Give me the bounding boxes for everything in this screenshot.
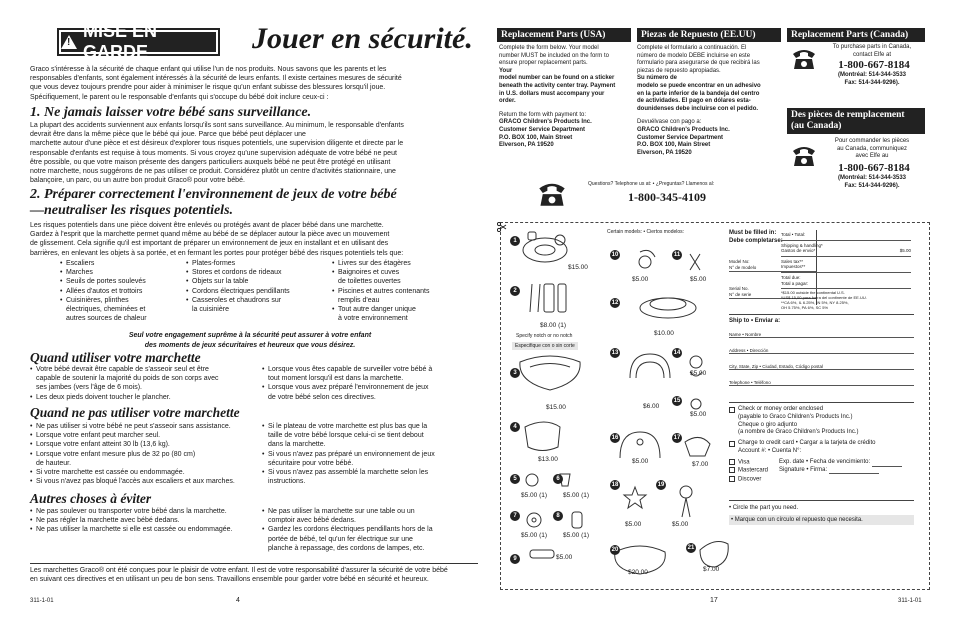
part-price-15: $5.00 bbox=[690, 411, 707, 418]
list-item: • Lorsque votre enfant atteint 30 lb (13,6 kg). bbox=[30, 440, 265, 449]
part-price-20: $20.00 bbox=[628, 569, 648, 576]
list-item: • Les deux pieds doivent toucher le plancher. bbox=[30, 393, 255, 402]
check-option[interactable]: Check or money order enclosed (payable to Graco Children's Products Inc.) Cheque o giro adjunto (a nombre de Graco Children's Products Inc.) bbox=[729, 406, 914, 437]
notch-note-es: Especifique con o sin corte bbox=[512, 342, 578, 350]
circle-instructions: • Circle the part you need. • Marque con un círculo el repuesto que necesita. bbox=[729, 500, 914, 525]
part-number-10[interactable]: 10 bbox=[611, 252, 619, 258]
usa-header: Replacement Parts (USA) bbox=[497, 28, 631, 42]
risk-item: • Cordons électriques pendillants bbox=[186, 287, 331, 296]
part-price-1: $15.00 bbox=[568, 264, 588, 271]
part-price-3: $15.00 bbox=[546, 404, 566, 411]
card-option[interactable]: Discover bbox=[729, 476, 779, 484]
risk-item: • Cuisinières, plinthes électriques, cheminées et autres sources de chaleur bbox=[60, 296, 185, 324]
footer-divider bbox=[30, 563, 478, 564]
part-number-15[interactable]: 15 bbox=[673, 398, 681, 404]
telephone-field[interactable]: Telephone • Teléfono bbox=[729, 380, 914, 386]
shipping-field: Shipping & handling* Gastos de envio* $5.00 bbox=[781, 241, 911, 257]
usa-instructions: Complete the form below. Your model number MUST be included on the form to ensure proper replacement parts. Your model number can be found on a sticker beneath the activity center tray. Payment in U.S. dollars must accompany your order. Return the form with payment to: GRACO Children's Products Inc. Customer Service Department P.O. BOX 100, Main Street Elverson, PA 19520 bbox=[499, 45, 616, 149]
warning-triangle-icon: ! bbox=[61, 35, 77, 49]
canada-local: (Montréal: 514-344-3533 Fax: 514-344-9296). bbox=[837, 72, 907, 86]
exp-date-field[interactable] bbox=[872, 459, 902, 467]
certain-models-label: Certain models: • Ciertos modelos: bbox=[607, 229, 685, 235]
page-title: Jouer en sécurité. bbox=[252, 22, 473, 55]
total-field[interactable]: Total • Total: bbox=[781, 232, 911, 241]
list-item: • Si vous n'avez pas préparé un environnement de jeux sécuritaire pour votre bébé. bbox=[262, 450, 477, 468]
risk-item: • Objets sur la table bbox=[186, 277, 331, 286]
when-use-list-left bbox=[30, 365, 255, 402]
questions-text: Questions? Telephone us at: • ¿Preguntas? Llamenos al: bbox=[588, 181, 715, 187]
part-number-16[interactable]: 16 bbox=[611, 435, 619, 441]
part-price-21: $7.00 bbox=[703, 566, 720, 573]
part-number-11[interactable]: 11 bbox=[673, 252, 681, 258]
list-item: • Si votre marchette est cassée ou endommagée. bbox=[30, 468, 265, 477]
card-option[interactable]: Visa bbox=[729, 459, 779, 467]
doc-code-right: 311-1-01 bbox=[898, 598, 922, 604]
list-item: • Si vous n'avez pas assemblé la marchette selon les instructions. bbox=[262, 468, 477, 486]
part-number-20[interactable]: 20 bbox=[611, 547, 619, 553]
card-checkbox[interactable] bbox=[729, 459, 735, 465]
part-number-19[interactable]: 19 bbox=[657, 482, 665, 488]
card-checkbox[interactable] bbox=[729, 476, 735, 482]
part-price-19: $5.00 bbox=[672, 521, 689, 528]
when-use-list-right bbox=[262, 365, 477, 402]
when-not-list-left bbox=[30, 422, 265, 486]
part-price-8: $5.00 (1) bbox=[563, 532, 590, 539]
risk-item: • Escaliers bbox=[60, 259, 185, 268]
when-use-title: Quand utiliser votre marchette bbox=[30, 350, 201, 365]
doc-code-left: 311-1-01 bbox=[30, 598, 54, 604]
risk-item: • Baignoires et cuves de toilettes ouvertes bbox=[332, 268, 472, 286]
risk-item: • Casseroles et chaudrons sur la cuisinière bbox=[186, 296, 331, 314]
telephone-icon bbox=[790, 142, 818, 168]
part-number-2[interactable]: 2 bbox=[510, 286, 520, 296]
list-item: • Si le plateau de votre marchette est plus bas que la taille de votre bébé lorsque celui-ci se tient debout dans la marchette. bbox=[262, 422, 477, 450]
ship-to-box: Ship to • Enviar a: Name • Nombre Address • Dirección City, State, Zip • Ciudad, Estado, Código postal Telephone • Teléfono bbox=[729, 314, 914, 386]
part-number-3[interactable]: 3 bbox=[510, 368, 520, 378]
part-price-5: $5.00 (1) bbox=[521, 492, 548, 499]
when-not-title: Quand ne pas utiliser votre marchette bbox=[30, 405, 240, 420]
warning-badge bbox=[57, 21, 220, 62]
page-number-left: 4 bbox=[236, 597, 240, 604]
risk-item: • Livres sur des étagères bbox=[332, 259, 472, 268]
model-serial-box: Must be filled in: Debe completarse: Model No: N° de modelo Serial No. N° de serie bbox=[729, 230, 817, 305]
list-item: • Ne pas utiliser si votre bébé ne peut s'asseoir sans assistance. bbox=[30, 422, 265, 431]
risk-item: • Marches bbox=[60, 268, 185, 277]
part-number-21[interactable]: 21 bbox=[687, 545, 695, 551]
part-price-18: $5.00 bbox=[625, 521, 642, 528]
part-number-6[interactable]: 6 bbox=[553, 474, 563, 484]
canada-header: Replacement Parts (Canada) bbox=[787, 28, 925, 42]
risk-item: • Stores et cordons de rideaux bbox=[186, 268, 331, 277]
list-item: • Lorsque votre enfant mesure plus de 32 po (80 cm) de hauteur. bbox=[30, 450, 265, 468]
risk-list-col1 bbox=[60, 259, 185, 323]
part-number-4[interactable]: 4 bbox=[510, 422, 520, 432]
risk-item: • Tout autre danger unique à votre environnement bbox=[332, 305, 472, 323]
signature-field[interactable] bbox=[829, 467, 879, 475]
avoid-list-left bbox=[30, 507, 260, 535]
section-1-title: 1. Ne jamais laisser votre bébé sans surveillance. bbox=[30, 105, 312, 120]
list-item: • Ne pas utiliser la marchette si elle est cassée ou endommagée. bbox=[30, 525, 260, 534]
list-item: • Ne pas régler la marchette avec bébé dedans. bbox=[30, 516, 260, 525]
serial-number-field[interactable]: Serial No. N° de serie bbox=[729, 286, 816, 299]
list-item: • Ne pas utiliser la marchette sur une table ou un comptoir avec bébé dedans. bbox=[262, 507, 477, 525]
part-number-7[interactable]: 7 bbox=[510, 511, 520, 521]
avoid-list-right bbox=[262, 507, 477, 553]
section-2-body: Les risques potentiels dans une pièce doivent être enlevés ou protégés avant de placer bébé dans une marchette. Gardez à l'esprit que la marchette permet quand même au bébé de se déplacer autour la pièce avec un mouvement de glissement. Cela signifie qu'il est important de préparer un environnement de jeux en installant et en utilisant des barrières, en enlevant les objets à sa portée, et en fermant les portes pour protéger bébé des risques potentiels tels que: bbox=[30, 222, 404, 257]
eeuu-instructions: Complete el formulario a continuación. El número de modelo DEBE incluirse en este formulario para asegurarse de que recibirá las piezas de repuesto apropiadas. Su número de modelo se puede encontrar en un adhesivo en la parte inferior de la bandeja del centro de actividades. El pago en dólares esta- dounidenses debe incluirse con el pedido. Devuélvase con pago a: GRACO Children's Products Inc. Customer Service Department P.O. BOX 100, Main Street Elverson, PA 19520 bbox=[637, 45, 761, 156]
list-item: • Lorsque vous êtes capable de surveiller votre bébé à tout moment lorsqu'il est dans la marchette. bbox=[262, 365, 477, 383]
avoid-title: Autres choses à éviter bbox=[30, 491, 152, 506]
part-price-17: $7.00 bbox=[692, 461, 709, 468]
telephone-icon bbox=[790, 45, 818, 71]
list-item: • Votre bébé devrait être capable de s'asseoir seul et être capable de soutenir la majorité du poids de son corps avec ses jambes (vers l'âge de 6 mois). bbox=[30, 365, 255, 393]
eeuu-header: Piezas de Repuesto (EE.UU) bbox=[637, 28, 781, 42]
totals-box bbox=[781, 232, 911, 310]
charge-checkbox[interactable] bbox=[729, 441, 735, 447]
part-price-7: $5.00 (1) bbox=[521, 532, 548, 539]
card-checkbox[interactable] bbox=[729, 467, 735, 473]
canada-fr-header: Des pièces de remplacement (au Canada) bbox=[787, 108, 925, 134]
part-number-1[interactable]: 1 bbox=[510, 236, 520, 246]
part-price-13: $6.00 bbox=[643, 403, 660, 410]
part-number-8[interactable]: 8 bbox=[553, 511, 563, 521]
shipping-note: *$15.00 outside the continental U.S. *US$ 15,00 para fuera del continente de EE.UU. **CA 6%, IL 6.25%, IN 5%, NY 8.25%, OH 5.75%, PA 6%, SC 5% bbox=[781, 290, 867, 311]
charge-option[interactable]: Charge to credit card • Cargar a la tarjeta de crédito Account #: • Cuenta N°: bbox=[729, 440, 914, 456]
part-price-14: $5.00 bbox=[690, 370, 707, 377]
part-price-11: $5.00 bbox=[690, 276, 707, 283]
address-field[interactable]: Address • Dirección bbox=[729, 348, 914, 354]
part-price-2: $8.00 (1) bbox=[540, 322, 567, 329]
card-option[interactable]: Mastercard bbox=[729, 467, 779, 475]
name-field[interactable]: Name • Nombre bbox=[729, 332, 914, 338]
part-number-17[interactable]: 17 bbox=[673, 435, 681, 441]
total-due-field[interactable]: Total due: Total a pagar: bbox=[781, 273, 911, 289]
part-number-18[interactable]: 18 bbox=[611, 482, 619, 488]
list-item: • Gardez les cordons électriques pendillants hors de la portée de bébé, tel qu'un fer électrique sur une planche à repassage, des cordons de lampes, etc. bbox=[262, 525, 477, 553]
part-price-9: $5.00 bbox=[556, 554, 573, 561]
list-item: • Si vous n'avez pas bloqué l'accès aux escaliers et aux marches. bbox=[30, 477, 265, 486]
part-price-10: $5.00 bbox=[632, 276, 649, 283]
canada-phone: 1-800-667-8184 bbox=[838, 59, 910, 71]
section-2-title: 2. Préparer correctement l'environnement de jeux de votre bébé —neutraliser les risques potentiels. bbox=[30, 187, 397, 218]
canada-fr-local: (Montréal: 514-344-3533 Fax: 514-344-9296). bbox=[837, 175, 907, 189]
part-number-14[interactable]: 14 bbox=[673, 350, 681, 356]
notch-note: Specify notch or no notch bbox=[516, 333, 573, 339]
list-item: • Lorsque vous avez préparé l'environnement de jeux de votre bébé selon ces directives. bbox=[262, 383, 477, 401]
when-not-list-right bbox=[262, 422, 477, 486]
canada-instructions: To purchase parts in Canada, contact Elfe at bbox=[832, 44, 912, 58]
part-number-9[interactable]: 9 bbox=[510, 554, 520, 564]
risk-item: • Allées d'autos et trottoirs bbox=[60, 287, 185, 296]
section-1-body: La plupart des accidents surviennent aux enfants lorsqu'ils sont sans surveillance. Au minimum, le responsable d'enfants devrait être dans la même pièce que le bébé qui joue. Parce que bébé peut déplacer une marchette autour d'une pièce et est désireux d'explorer tous risques potentiels, une supervision diligente et directe par le responsable d'enfants est requise à tous moments. Si vous croyez qu'une supervision adéquate de votre bébé ne peut être possible, ou que votre maison présente des dangers particuliers auxquels bébé ne peut être protégé en utilisant notre marchette, nous suggérons de ne pas utiliser ce produit. Considérez plutôt un centre d'activités stationnaire, une balançoire, un parc, ou un autre bon produit Graco® pour votre bébé. bbox=[30, 122, 404, 185]
risk-item: • Plates-formes bbox=[186, 259, 331, 268]
main-phone: 1-800-345-4109 bbox=[628, 190, 706, 204]
canada-fr-phone: 1-800-667-8184 bbox=[838, 162, 910, 174]
list-item: • Lorsque votre enfant peut marcher seul. bbox=[30, 431, 265, 440]
canada-fr-instructions: Pour commander les pièces au Canada, communiquez avec Elfe au bbox=[834, 138, 910, 160]
part-price-16: $5.00 bbox=[632, 458, 649, 465]
risk-list-col3 bbox=[332, 259, 472, 323]
intro-paragraph: Graco s'intéresse à la sécurité de chaque enfant qui utilise l'un de nos produits. Nous savons que les parents et les responsables d'enfants, sont également intéressés à la sécurité de leurs enfants. Il existe certaines mesures de sécurité que vous devez toujours prendre pour aider à minimiser le risque qu'un enfant subisse des blessures lorsqu'il joue. Spécifiquement, le parent ou le responsable d'enfants qui s'occupe du bébé doit inclure ceux-ci : bbox=[30, 66, 402, 101]
part-price-6: $5.00 (1) bbox=[563, 492, 590, 499]
warning-label: MISE EN GARDE bbox=[83, 21, 158, 62]
telephone-icon bbox=[535, 178, 569, 208]
page-number-right: 17 bbox=[710, 597, 718, 604]
part-number-13[interactable]: 13 bbox=[611, 350, 619, 356]
risk-list-col2 bbox=[186, 259, 331, 314]
risk-item: • Piscines et autres contenants remplis d'eau bbox=[332, 287, 472, 305]
part-price-12: $10.00 bbox=[654, 330, 674, 337]
model-number-field[interactable]: Model No: N° de modelo bbox=[729, 259, 816, 272]
part-number-5[interactable]: 5 bbox=[510, 474, 520, 484]
city-state-zip-field[interactable]: City, State, Zip • Ciudad, Estado, Código postal bbox=[729, 364, 914, 370]
part-price-4: $13.00 bbox=[538, 456, 558, 463]
sales-tax-field[interactable]: Sales tax** Impuestos** bbox=[781, 257, 911, 273]
list-item: • Ne pas soulever ou transporter votre bébé dans la marchette. bbox=[30, 507, 260, 516]
part-number-12[interactable]: 12 bbox=[611, 300, 619, 306]
check-checkbox[interactable] bbox=[729, 407, 735, 413]
footer-text: Les marchettes Graco® ont été conçues pour le plaisir de votre enfant. Il est de votre responsabilité d'assurer la sécurité de votre bébé en suivant ces directives et en utilisant un peu de bon sens. Travaillons ensemble pour garder votre bébé en sécurité et heureux. bbox=[30, 567, 448, 584]
payment-box: Check or money order enclosed (payable to Graco Children's Products Inc.) Cheque o giro adjunto (a nombre de Graco Children's Products Inc.) Charge to credit card • Cargar a la tarjeta de crédito Account #: • Cuenta N°: Visa Mastercard Discover Exp. date • Fecha de vencimiento: Signature • Firma: bbox=[729, 402, 914, 484]
commitment-statement: Seul votre engagement suprême à la sécurité peut assurer à votre enfant des moments de jeux sécuritaires et heureux que vous désirez. bbox=[128, 332, 372, 349]
risk-item: • Seuils de portes soulevés bbox=[60, 277, 185, 286]
